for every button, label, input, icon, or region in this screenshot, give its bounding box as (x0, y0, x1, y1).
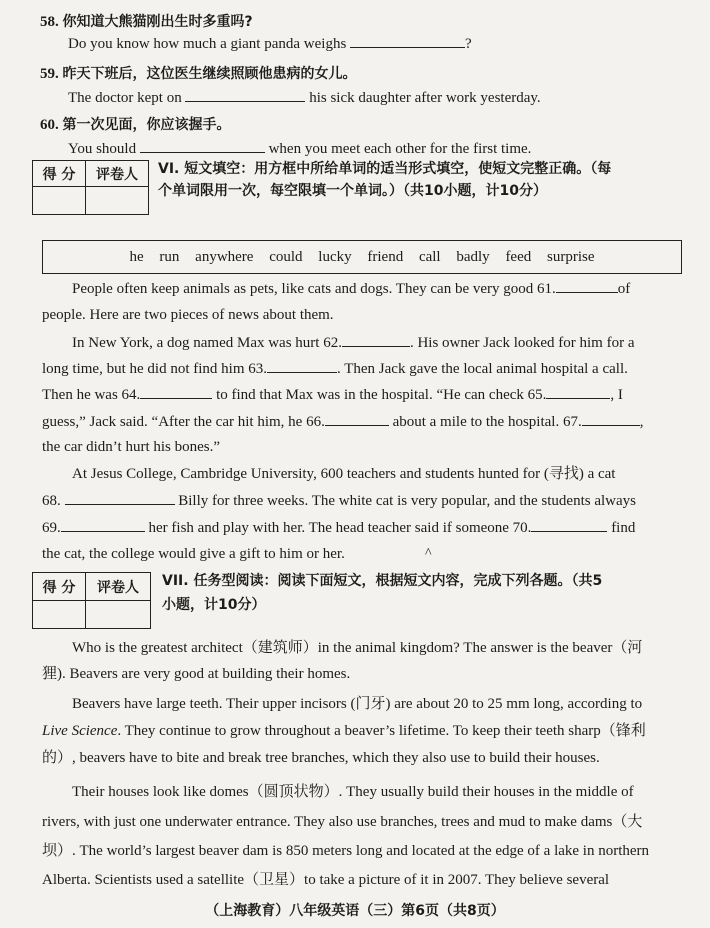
score-box (32, 160, 149, 215)
question-number: 58. (40, 14, 59, 30)
sentence-part: when you meet each other for the first time. (268, 141, 532, 157)
word-bank-box (42, 240, 682, 274)
score-box (32, 572, 151, 629)
answer-blank-68[interactable] (65, 490, 175, 505)
section-7-instructions-line2: 小题，计10分） (162, 597, 266, 613)
passage-line: Alberta. Scientists used a satellite（卫星）to take a picture of it in 2007. They believe several (42, 872, 610, 888)
word-bank-item: call (418, 249, 441, 265)
passage-text: . They continue to grow throughout a beaver’s lifetime. To keep their teeth sharp（锋利 (117, 723, 646, 739)
passage-text: 69. (42, 520, 61, 536)
answer-blank-67[interactable] (582, 411, 640, 426)
question-59-prompt (40, 64, 357, 84)
answer-blank-64[interactable] (140, 384, 212, 399)
question-number: 60. (40, 117, 59, 133)
passage-line (72, 332, 635, 353)
question-59-sentence (68, 87, 541, 108)
passage-line: Their houses look like domes（圆顶状物）. They usually build their houses in the middle of (72, 784, 634, 800)
passage-line: the cat, the college would give a gift to him or her. (42, 546, 345, 562)
passage-text: guess,” Jack said. “After the car hit him, he 66. (42, 414, 325, 430)
sentence-part: You should (68, 141, 137, 157)
passage-line: 狸). Beavers are very good at building their homes. (42, 666, 351, 682)
question-chinese: 昨天下班后，这位医生继续照顾他患病的女儿。 (62, 66, 357, 82)
word-bank-item: feed (505, 249, 532, 265)
passage-text: her fish and play with her. The head teacher said if someone 70. (148, 520, 532, 536)
passage-line (42, 490, 636, 511)
answer-blank-66[interactable] (325, 411, 389, 426)
source-title: Live Science (42, 723, 118, 739)
section-6-instructions-line1: VI. 短文填空：用方框中所给单词的适当形式填空，使短文完整正确。（每 (158, 161, 612, 177)
answer-blank-59[interactable] (185, 87, 305, 102)
answer-blank-60[interactable] (140, 138, 265, 153)
question-58-sentence (68, 33, 472, 54)
passage-text: about a mile to the hospital. 67. (392, 414, 582, 430)
answer-blank-61[interactable] (556, 278, 618, 293)
passage-text: , (639, 414, 644, 430)
passage-line (42, 358, 628, 379)
passage-line (42, 721, 646, 741)
answer-blank-65[interactable] (546, 384, 610, 399)
passage-text: In New York, a dog named Max was hurt 62. (72, 335, 342, 351)
question-58-prompt (40, 12, 253, 32)
score-cell[interactable] (33, 601, 86, 629)
answer-blank-70[interactable] (531, 517, 607, 532)
passage-text: People often keep animals as pets, like cats and dogs. They can be very good 61. (72, 281, 556, 297)
score-label: 得 分 (33, 161, 86, 187)
passage-line (42, 517, 635, 538)
score-label: 得 分 (33, 573, 86, 601)
word-bank-item: could (269, 249, 303, 265)
passage-text: Then he was 64. (42, 387, 141, 403)
grader-label: 评卷人 (86, 573, 151, 601)
passage-text: long time, but he did not find him 63. (42, 361, 267, 377)
word-bank-item: run (159, 249, 180, 265)
page-footer: （上海教育）八年级英语（三）第6页（共8页） (205, 903, 505, 919)
score-cell[interactable] (33, 187, 86, 215)
sentence-part: his sick daughter after work yesterday. (309, 90, 541, 106)
section-6-instructions-line2: 个单词限用一次，每空限填一个单词。）（共10小题，计10分） (158, 183, 547, 199)
answer-blank-69[interactable] (61, 517, 145, 532)
word-bank-item: surprise (547, 249, 595, 265)
passage-line: 的）, beavers have to bite and break tree branches, which they also use to build their houses. (42, 750, 600, 766)
passage-line: Beavers have large teeth. Their upper incisors (门牙) are about 20 to 25 mm long, according to (72, 696, 643, 712)
passage-text: 68. (42, 493, 61, 509)
grader-cell[interactable] (86, 601, 151, 629)
question-60-prompt (40, 115, 231, 135)
word-bank-item: lucky (318, 249, 352, 265)
sentence-part: The doctor kept on (68, 90, 182, 106)
passage-line: At Jesus College, Cambridge University, 600 teachers and students hunted for (寻找) a cat (72, 466, 616, 482)
passage-text: . Then Jack gave the local animal hospital a call. (337, 361, 628, 377)
passage-line (42, 384, 623, 405)
grader-cell[interactable] (86, 187, 149, 215)
question-60-sentence (68, 138, 531, 159)
grader-label: 评卷人 (86, 161, 149, 187)
passage-line: Who is the greatest architect（建筑师）in the animal kingdom? The answer is the beaver（河 (72, 640, 643, 656)
word-bank-item: badly (456, 249, 490, 265)
passage-text: . His owner Jack looked for him for a (409, 335, 635, 351)
passage-line: the car didn’t hurt his bones.” (42, 439, 221, 455)
question-number: 59. (40, 66, 59, 82)
word-bank-item: friend (367, 249, 404, 265)
answer-blank-63[interactable] (267, 358, 337, 373)
passage-line (72, 278, 630, 299)
section-7-instructions-line1: VII. 任务型阅读：阅读下面短文，根据短文内容，完成下列各题。（共5 (162, 573, 603, 589)
question-chinese: 你知道大熊猫刚出生时多重吗? (62, 14, 253, 30)
word-bank-item: anywhere (195, 249, 254, 265)
passage-text: of (617, 281, 631, 297)
passage-line: rivers, with just one underwater entrance. They also use branches, trees and mud to make dams（大 (42, 814, 643, 830)
sentence-part: Do you know how much a giant panda weighs (68, 36, 347, 52)
caret-mark: ^ (425, 546, 432, 561)
passage-line: people. Here are two pieces of news about them. (42, 307, 334, 323)
passage-text: , I (610, 387, 623, 403)
passage-text: Billy for three weeks. The white cat is very popular, and the students always (178, 493, 636, 509)
passage-line (42, 411, 643, 432)
passage-line: 坝）. The world’s largest beaver dam is 850 meters long and located at the edge of a lake in northern (42, 843, 650, 859)
word-bank-item: he (129, 249, 144, 265)
passage-text: find (611, 520, 636, 536)
answer-blank-58[interactable] (350, 33, 465, 48)
question-chinese: 第一次见面，你应该握手。 (62, 117, 231, 133)
sentence-part: ? (465, 36, 472, 52)
answer-blank-62[interactable] (342, 332, 410, 347)
passage-text: to find that Max was in the hospital. “He can check 65. (216, 387, 547, 403)
